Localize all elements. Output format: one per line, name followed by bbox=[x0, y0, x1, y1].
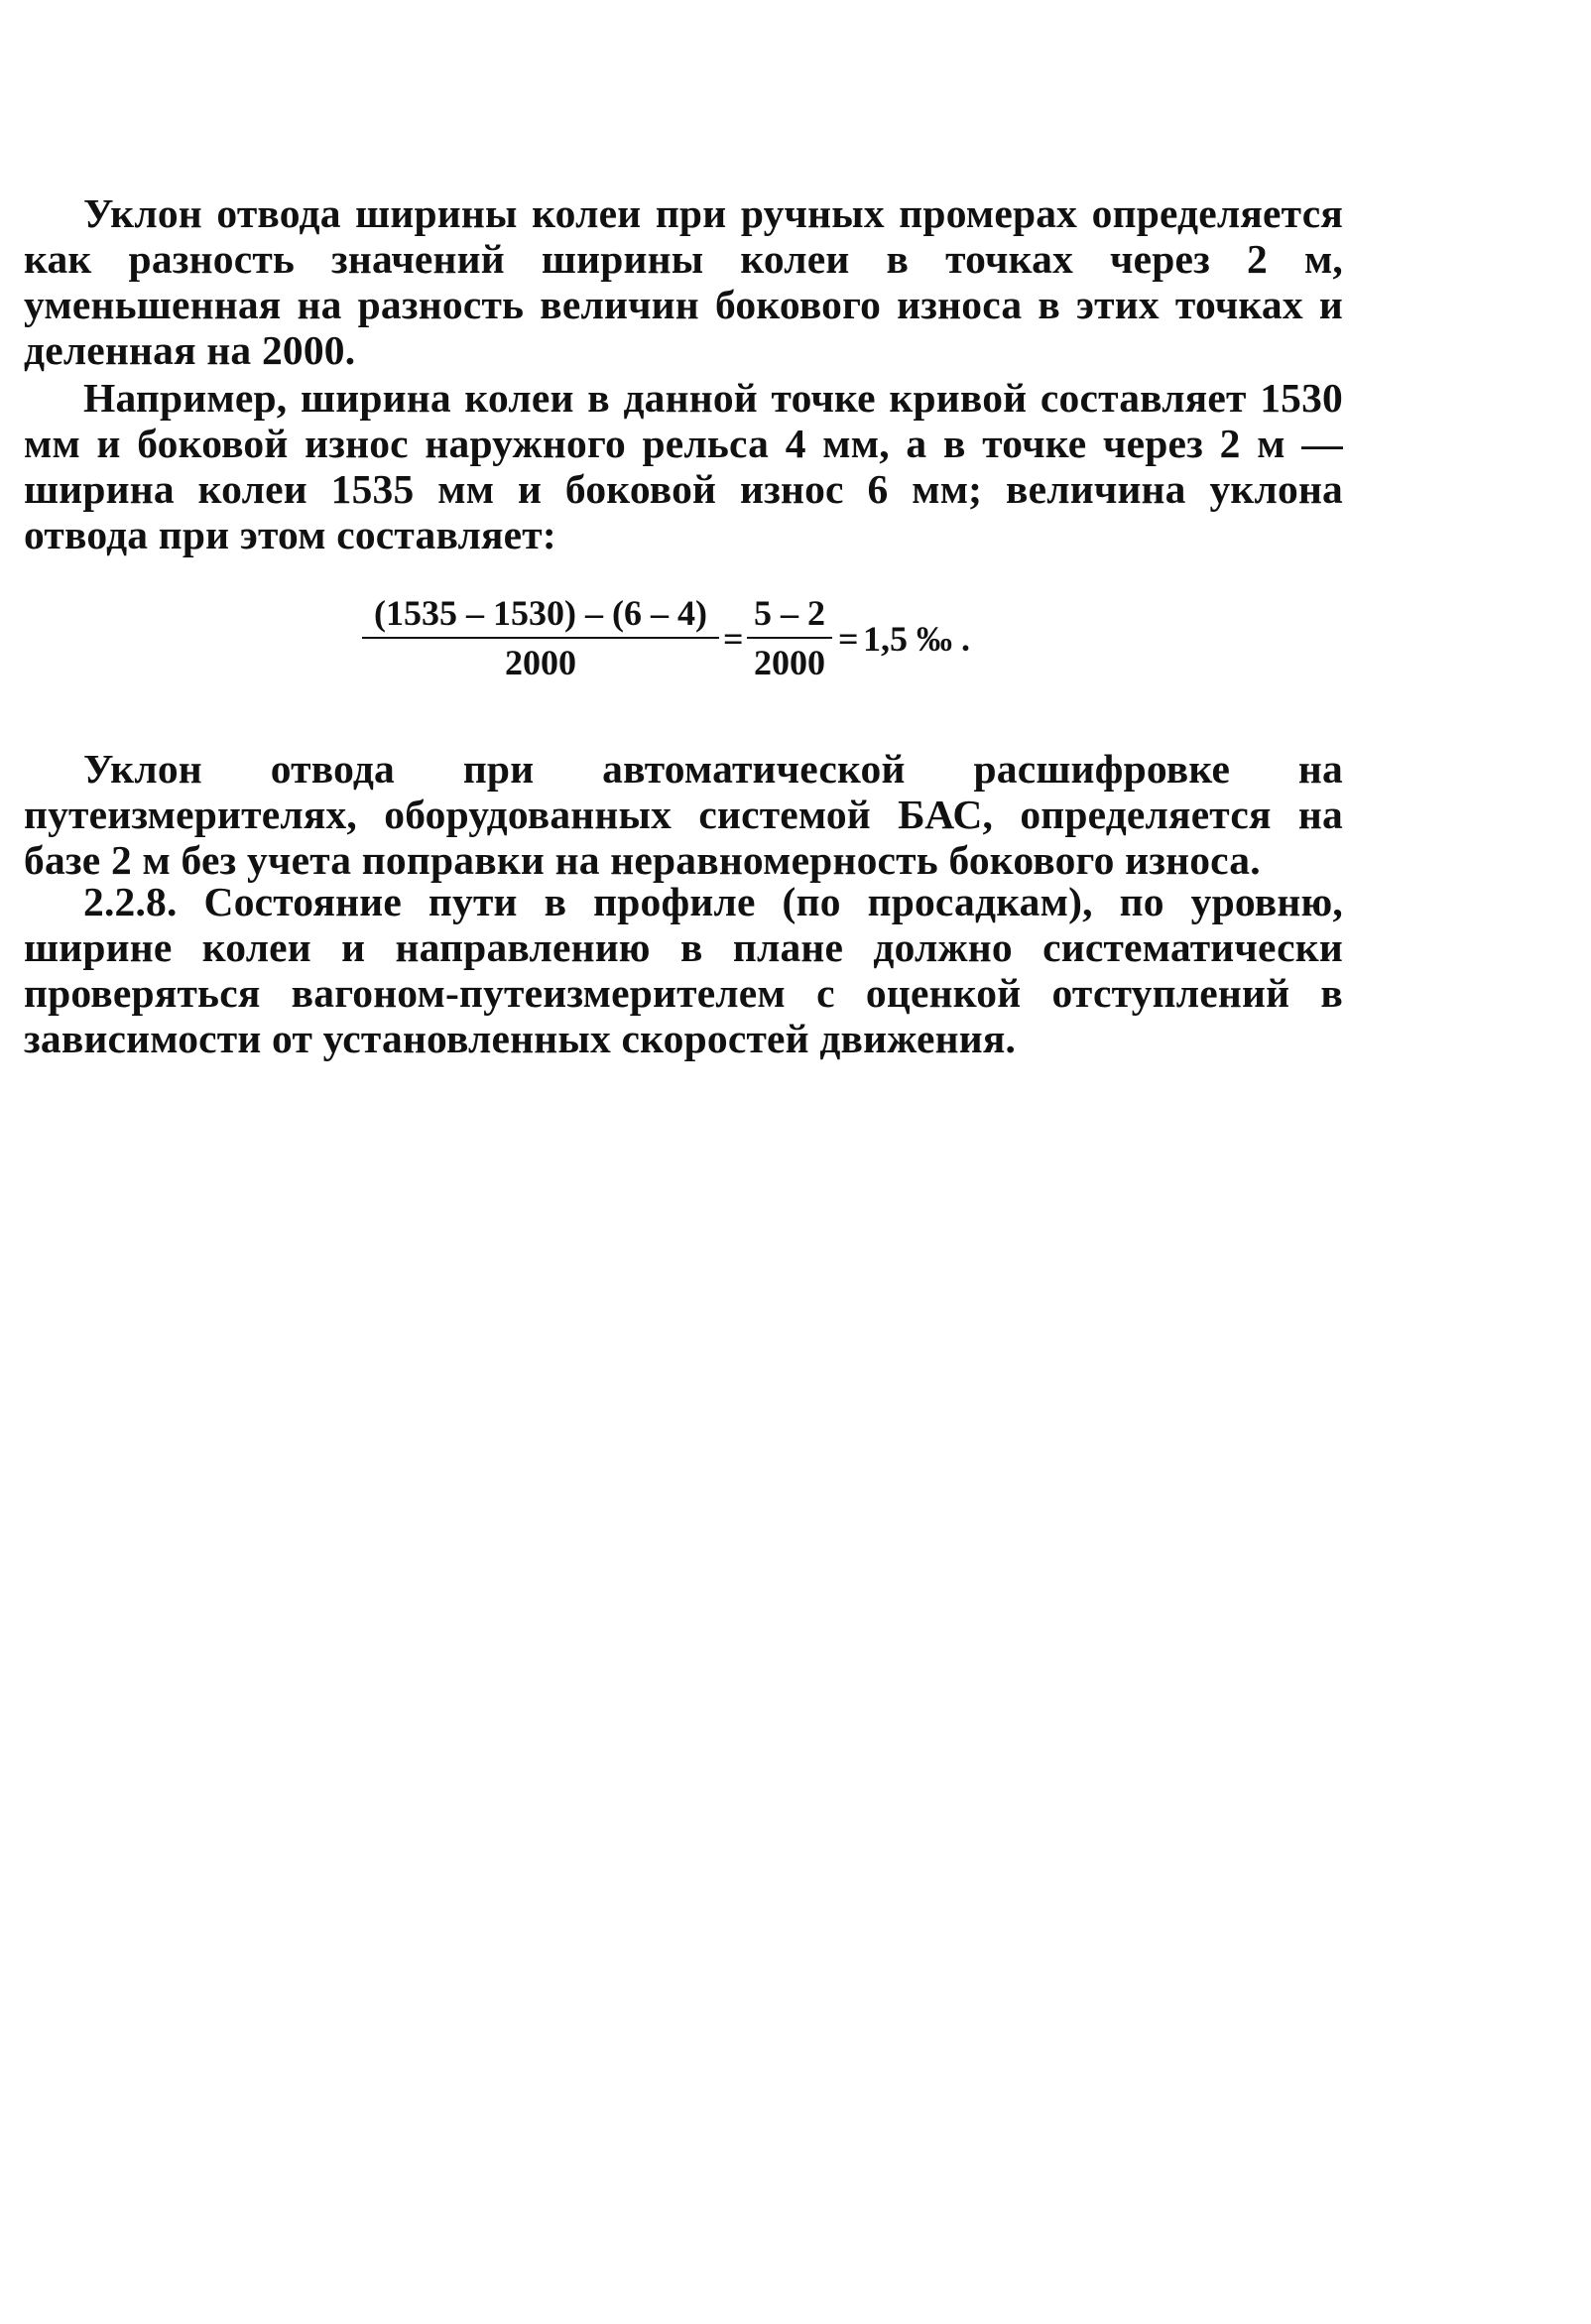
formula-fraction-1-numerator: (1535 – 1530) – (6 – 4) bbox=[362, 591, 719, 639]
formula-fraction-2 bbox=[747, 591, 832, 684]
slope-formula bbox=[362, 591, 1056, 690]
paragraph-section-2-2-8 bbox=[24, 879, 1343, 1061]
formula-equals-2: = bbox=[838, 619, 859, 659]
paragraph-slope-definition: Уклон отвода ширины колеи при ручных промерах определяется как разность значений ширины колеи в точках через 2 м, уменьшенная на разность величин бокового износа в этих точках и деленная на 2000. bbox=[24, 190, 1343, 373]
formula-fraction-2-numerator: 5 – 2 bbox=[747, 591, 832, 639]
formula-fraction-1-denominator: 2000 bbox=[505, 643, 576, 682]
section-text: Состояние пути в профиле (по просадкам), по уровню, ширине колеи и направлению в плане должно систематически проверяться вагоном-путеизмерителем с оценкой отступлений в зависимости от установленных скоростей движения. bbox=[24, 879, 1343, 1061]
formula-equals-1: = bbox=[723, 619, 744, 659]
paragraph-example: Например, ширина колеи в данной точке кривой составляет 1530 мм и боковой износ наружного рельса 4 мм, а в точке через 2 м — ширина колеи 1535 мм и боковой износ 6 мм; величина уклона отвода при этом составляет: bbox=[24, 375, 1343, 557]
formula-result: 1,5 ‰ . bbox=[863, 619, 970, 659]
formula-fraction-1 bbox=[362, 591, 719, 684]
formula-fraction-2-denominator: 2000 bbox=[754, 643, 825, 682]
section-number: 2.2.8. bbox=[83, 879, 178, 924]
paragraph-automatic-decoding: Уклон отвода при автоматической расшифровке на путеизмерителях, оборудованных системой БАС, определяется на базе 2 м без учета поправки на неравномерность бокового износа. bbox=[24, 746, 1343, 883]
